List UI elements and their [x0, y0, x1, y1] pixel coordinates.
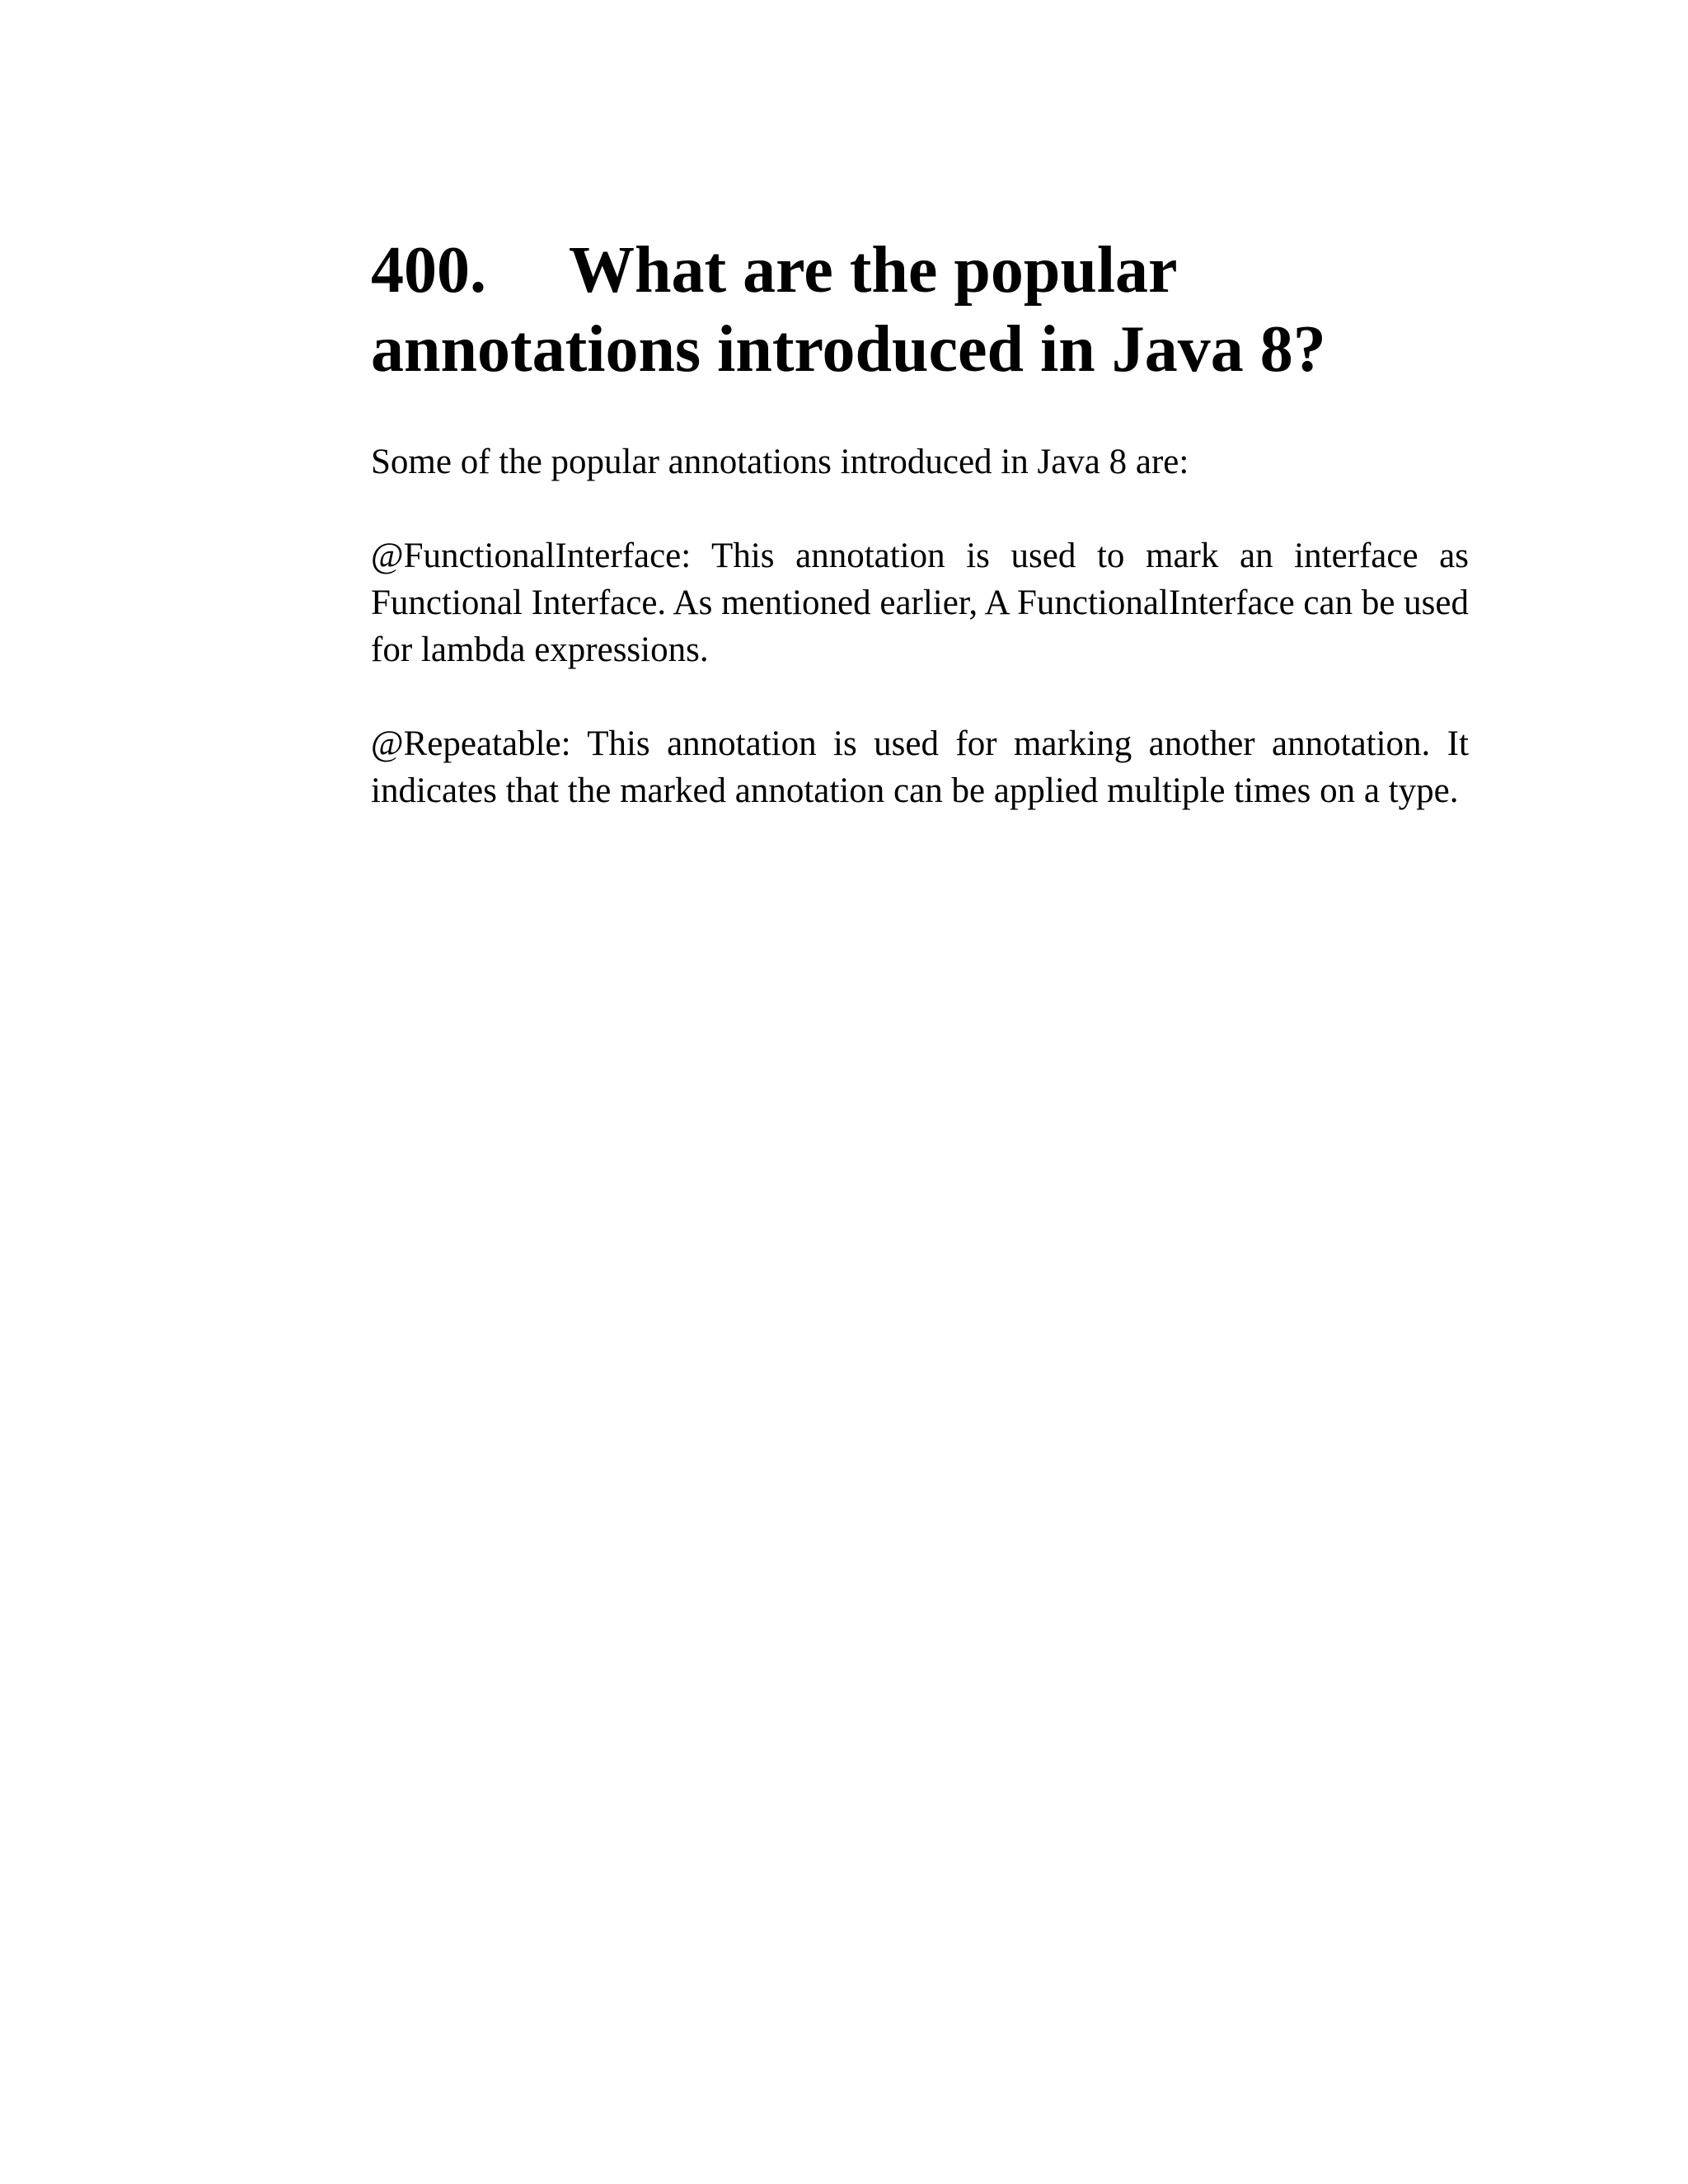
functional-interface-paragraph: @FunctionalInterface: This annotation is used to mark an interface as Functional Interface. As mentioned earlier, A FunctionalInterface can be used for lambda expressions. [371, 537, 1469, 669]
question-title-line1: What are the popular [569, 234, 1178, 307]
document-page [371, 231, 1469, 861]
question-title-line2: annotations introduced in Java 8? [371, 313, 1326, 386]
intro-paragraph: Some of the popular annotations introduced in Java 8 are: [371, 443, 1189, 481]
question-number: 400. [371, 234, 486, 307]
repeatable-paragraph: @Repeatable: This annotation is used for marking another annotation. It indicates that the marked annotation can be applied multiple times on a type. [371, 724, 1469, 810]
question-heading [371, 231, 1469, 389]
